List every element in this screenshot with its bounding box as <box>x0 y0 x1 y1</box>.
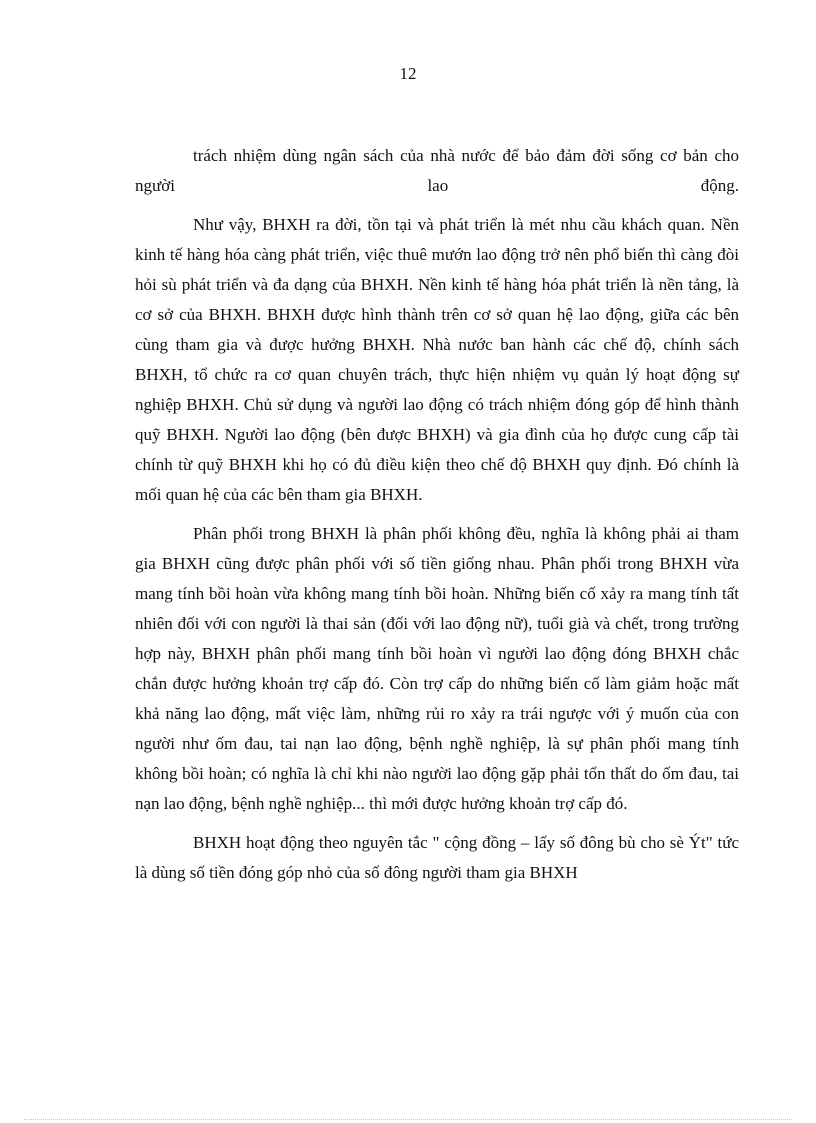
page-bottom-divider <box>24 1119 792 1120</box>
document-body <box>135 141 739 897</box>
paragraph-1: trách nhiệm dùng ngân sách của nhà nước để bảo đảm đời sống cơ bản cho người lao động. <box>135 146 739 195</box>
page-number: 12 <box>399 64 417 83</box>
paragraph-2: Như vậy, BHXH ra đời, tồn tại và phát triển là mét nhu cầu khách quan. Nền kinh tế hàng hóa càng phát triển, việc thuê mướn lao động trở nên phổ biến thì càng đòi hỏi sù phát triển và đa dạng của BHXH. Nền kinh tế hàng hóa phát triển là nền tảng, là cơ sở của BHXH. BHXH được hình thành trên cơ sở quan hệ lao động, giữa các bên cùng tham gia và được hưởng BHXH. Nhà nước ban hành các chế độ, chính sách BHXH, tổ chức ra cơ quan chuyên trách, thực hiện nhiệm vụ quản lý hoạt động sự nghiệp BHXH. Chủ sử dụng và người lao động có trách nhiệm đóng góp để hình thành quỹ BHXH. Người lao động (bên được BHXH) và gia đình của họ được cung cấp tài chính từ quỹ BHXH khi họ có đủ điều kiện theo chế độ BHXH quy định. Đó chính là mối quan hệ của các bên tham gia BHXH. <box>135 215 739 504</box>
paragraph-4: BHXH hoạt động theo nguyên tắc " cộng đồng – lấy số đông bù cho sè Ýt" tức là dùng số tiền đóng góp nhỏ của số đông người tham gia BHXH <box>135 833 739 882</box>
paragraph-3: Phân phối trong BHXH là phân phối không đều, nghĩa là không phải ai tham gia BHXH cũng được phân phối với số tiền giống nhau. Phân phối trong BHXH vừa mang tính bồi hoàn vừa không mang tính bồi hoàn. Những biến cố xảy ra mang tính tất nhiên đối với con người là thai sản (đối với lao động nữ), tuổi già và chết, trong trường hợp này, BHXH phân phối mang tính bồi hoàn vì người lao động đóng BHXH chắc chắn được hưởng khoản trợ cấp đó. Còn trợ cấp do những biến cố làm giảm hoặc mất khả năng lao động, mất việc làm, những rủi ro xảy ra trái ngược với ý muốn của con người như ốm đau, tai nạn lao động, bệnh nghề nghiệp, là sự phân phối mang tính không bồi hoàn; có nghĩa là chỉ khi nào người lao động gặp phải tổn thất do ốm đau, tai nạn lao động, bệnh nghề nghiệp... thì mới được hưởng khoản trợ cấp đó. <box>135 524 739 813</box>
